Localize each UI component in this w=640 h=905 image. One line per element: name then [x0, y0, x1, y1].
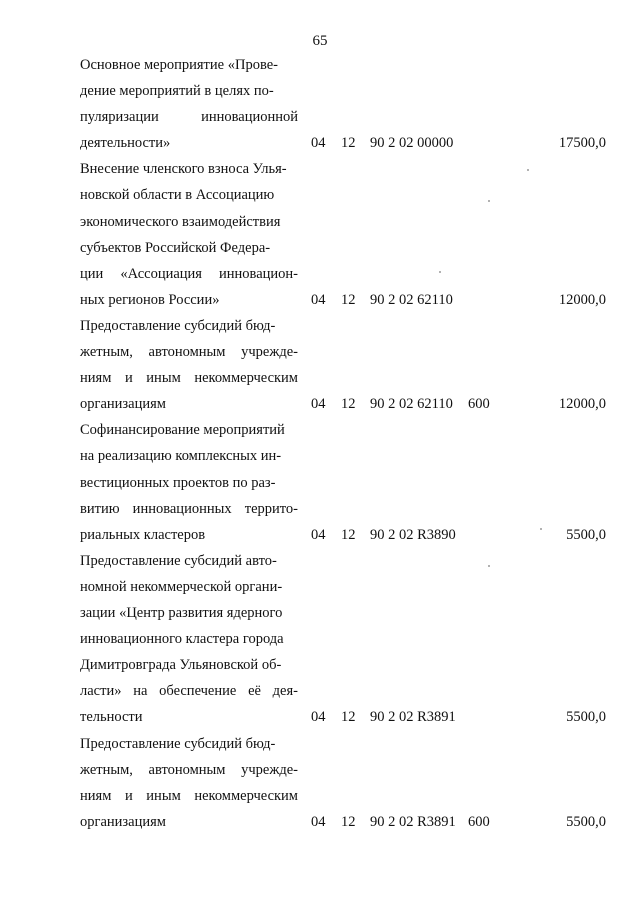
description-line: деятельности» — [80, 135, 171, 152]
amount-value: 5500,0 — [566, 526, 606, 543]
scan-speck — [527, 169, 529, 171]
subsection-code: 12 — [341, 813, 356, 830]
section-code: 04 — [311, 813, 326, 830]
amount-value: 17500,0 — [558, 135, 606, 152]
description-line: жетным, автономным учрежде- — [80, 344, 298, 361]
target-article-code: 90 2 02 R3891 — [370, 709, 456, 726]
target-article-code: 90 2 02 62110 — [370, 396, 453, 413]
description-line: вестиционных проектов по раз- — [80, 474, 276, 491]
description-line: экономического взаимодействия — [80, 213, 281, 230]
description-line: Предоставление субсидий бюд- — [80, 318, 276, 334]
section-code: 04 — [311, 135, 326, 152]
description-line: ции «Ассоциация инновацион- — [80, 265, 298, 282]
scan-speck — [540, 528, 542, 530]
description-line: субъектов Российской Федера- — [80, 239, 271, 256]
subsection-code: 12 — [341, 709, 356, 726]
description-line: инновационного кластера города — [80, 631, 284, 648]
description-line: организациям — [80, 813, 166, 830]
expense-type-code: 600 — [468, 813, 490, 830]
description-line: пуляризации инновационной — [80, 109, 298, 126]
page-number: 65 — [312, 33, 328, 49]
description-line: тельности — [80, 709, 143, 726]
scan-speck — [439, 271, 441, 273]
description-line: Внесение членского взноса Улья- — [80, 161, 287, 178]
target-article-code: 90 2 02 R3891 — [370, 813, 456, 830]
description-line: организациям — [80, 396, 166, 413]
description-line: Предоставление субсидий бюд- — [80, 735, 276, 752]
description-line: ных регионов России» — [80, 291, 220, 308]
description-line: зации «Центр развития ядерного — [80, 605, 283, 622]
description-line: ласти» на обеспечение её дея- — [80, 683, 298, 700]
section-code: 04 — [311, 709, 326, 726]
expense-type-code: 600 — [468, 396, 490, 413]
amount-value: 12000,0 — [558, 291, 606, 308]
description-line: Софинансирование мероприятий — [80, 422, 285, 439]
description-line: дение мероприятий в целях по- — [80, 83, 274, 100]
description-line: номной некоммерческой органи- — [80, 578, 283, 595]
subsection-code: 12 — [341, 396, 356, 413]
description-line: Предоставление субсидий авто- — [80, 552, 277, 569]
amount-value: 12000,0 — [558, 396, 606, 413]
subsection-code: 12 — [341, 135, 356, 152]
scan-speck — [488, 200, 490, 202]
target-article-code: 90 2 02 62110 — [370, 291, 453, 308]
amount-value: 5500,0 — [566, 813, 606, 830]
section-code: 04 — [311, 396, 326, 413]
subsection-code: 12 — [341, 291, 356, 308]
section-code: 04 — [311, 291, 326, 308]
description-line: витию инновационных террито- — [80, 500, 298, 517]
description-line: ниям и иным некоммерческим — [80, 787, 298, 804]
description-line: Димитровграда Ульяновской об- — [80, 657, 282, 674]
description-line: новской области в Ассоциацию — [80, 187, 275, 204]
description-line: Основное мероприятие «Прове- — [80, 57, 278, 73]
target-article-code: 90 2 02 00000 — [370, 135, 454, 152]
target-article-code: 90 2 02 R3890 — [370, 526, 456, 543]
description-line: ниям и иным некоммерческим — [80, 370, 298, 387]
section-code: 04 — [311, 526, 326, 543]
scan-speck — [488, 565, 490, 567]
subsection-code: 12 — [341, 526, 356, 543]
description-line: жетным, автономным учрежде- — [80, 761, 298, 778]
amount-value: 5500,0 — [566, 709, 606, 726]
description-line: на реализацию комплексных ин- — [80, 448, 282, 465]
description-line: риальных кластеров — [80, 526, 206, 543]
